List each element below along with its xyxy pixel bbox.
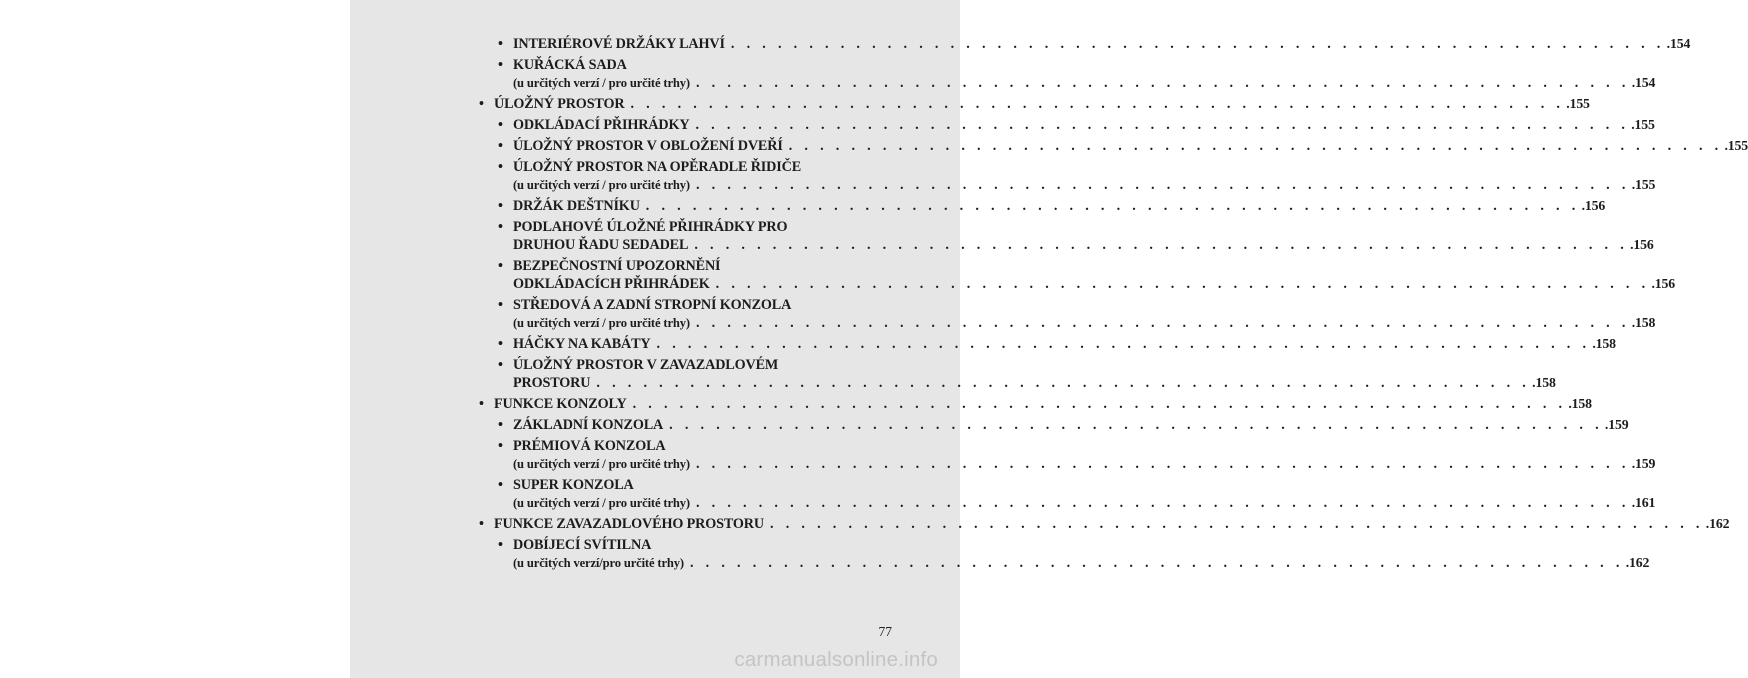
toc-entry[interactable] <box>479 515 1730 533</box>
toc-entry[interactable] <box>498 356 1556 392</box>
toc-entry[interactable] <box>498 416 1629 434</box>
toc-entry[interactable] <box>498 476 1656 512</box>
toc-entry[interactable] <box>498 218 1654 254</box>
bullet-icon: • <box>498 57 503 73</box>
dot-leader: . . . . . . . . . . . . . . . . . . . . . . . . . . . . . . . . . . . . . . . . . . . . . . . . . . . . . . . . . . . . <box>656 336 1591 352</box>
bullet-icon: • <box>498 138 503 154</box>
dot-leader: . . . . . . . . . . . . . . . . . . . . . . . . . . . . . . . . . . . . . . . . . . . . . . . . . . . . . . . . . . . . <box>596 375 1531 391</box>
dot-leader: . . . . . . . . . . . . . . . . . . . . . . . . . . . . . . . . . . . . . . . . . . . . . . . . . . . . . . . . . . . . <box>730 36 1665 52</box>
toc-entry[interactable] <box>479 95 1590 113</box>
toc-entry-title: DRUHOU ŘADU SEDADEL <box>513 237 689 253</box>
toc-entry-note: (u určitých verzí / pro určité trhy) <box>513 496 690 510</box>
toc-entry[interactable] <box>498 296 1656 332</box>
toc-page-number: .158 <box>1568 396 1592 411</box>
dot-leader: . . . . . . . . . . . . . . . . . . . . . . . . . . . . . . . . . . . . . . . . . . . . . . . . . . . . . . . . . . . . <box>694 237 1629 253</box>
bullet-icon: • <box>498 357 503 373</box>
toc-entry-line <box>513 158 898 176</box>
dot-leader: . . . . . . . . . . . . . . . . . . . . . . . . . . . . . . . . . . . . . . . . . . . . . . . . . . . . . . . . . . . . <box>788 138 1723 154</box>
toc-entry[interactable] <box>498 197 1606 215</box>
toc-entry-title: ODKLÁDACÍCH PŘIHRÁDEK <box>513 276 710 292</box>
toc-entry-title: ZÁKLADNÍ KONZOLA <box>513 417 664 433</box>
toc-entry-line <box>513 197 1606 215</box>
bullet-icon: • <box>498 198 503 214</box>
table-of-contents <box>479 35 1748 575</box>
toc-page-number: .156 <box>1630 237 1654 252</box>
toc-entry[interactable] <box>498 35 1691 53</box>
toc-entry-title: STŘEDOVÁ A ZADNÍ STROPNÍ KONZOLA <box>513 297 792 313</box>
bullet-icon: • <box>498 537 503 553</box>
toc-entry-line <box>494 515 1730 533</box>
left-margin <box>0 0 350 678</box>
toc-entry-title: DRŽÁK DEŠTNÍKU <box>513 198 640 214</box>
toc-page-number: .154 <box>1666 36 1691 51</box>
toc-entry-note: (u určitých verzí / pro určité trhy) <box>513 178 690 192</box>
dot-leader: . . . . . . . . . . . . . . . . . . . . . . . . . . . . . . . . . . . . . . . . . . . . . . . . . . . . . . . . . . . . <box>695 177 1630 193</box>
toc-page-number: .158 <box>1631 315 1656 330</box>
toc-entry-title: FUNKCE ZAVAZADLOVÉHO PROSTORU <box>494 516 764 532</box>
dot-leader: . . . . . . . . . . . . . . . . . . . . . . . . . . . . . . . . . . . . . . . . . . . . . . . . . . . . . . . . . . . . <box>632 396 1567 412</box>
toc-page-number: .159 <box>1604 417 1629 432</box>
toc-entry-line <box>513 218 898 236</box>
dot-leader: . . . . . . . . . . . . . . . . . . . . . . . . . . . . . . . . . . . . . . . . . . . . . . . . . . . . . . . . . . . . <box>695 495 1630 511</box>
toc-entry-title: PODLAHOVÉ ÚLOŽNÉ PŘIHRÁDKY PRO <box>513 219 788 235</box>
toc-page-number: .156 <box>1651 276 1675 291</box>
dot-leader: . . . . . . . . . . . . . . . . . . . . . . . . . . . . . . . . . . . . . . . . . . . . . . . . . . . . . . . . . . . . <box>669 417 1603 433</box>
toc-entry[interactable] <box>498 158 1656 194</box>
toc-entry-line <box>513 536 898 554</box>
toc-page-number: .155 <box>1631 117 1655 132</box>
toc-entry-line <box>513 296 898 314</box>
toc-entry[interactable] <box>479 395 1592 413</box>
toc-entry-title: ODKLÁDACÍ PŘIHRÁDKY <box>513 117 690 133</box>
toc-entry-note: (u určitých verzí / pro určité trhy) <box>513 316 690 330</box>
toc-entry-title: BEZPEČNOSTNÍ UPOZORNĚNÍ <box>513 258 721 274</box>
toc-page-number: .154 <box>1631 75 1656 90</box>
toc-entry-line <box>513 314 1656 332</box>
toc-page-number: .162 <box>1705 516 1730 531</box>
toc-entry-title: ÚLOŽNÝ PROSTOR <box>494 96 625 112</box>
bullet-icon: • <box>498 417 503 433</box>
toc-entry[interactable] <box>498 137 1748 155</box>
toc-entry-title: PROSTORU <box>513 375 591 391</box>
toc-entry-note: (u určitých verzí / pro určité trhy) <box>513 76 690 90</box>
toc-entry-line <box>494 95 1590 113</box>
page-number: 77 <box>878 624 892 639</box>
toc-entry-line <box>513 35 1691 53</box>
dot-leader: . . . . . . . . . . . . . . . . . . . . . . . . . . . . . . . . . . . . . . . . . . . . . . . . . . . . . . . . . . . . <box>645 198 1580 214</box>
toc-entry-title: SUPER KONZOLA <box>513 477 634 493</box>
toc-entry-note: (u určitých verzí / pro určité trhy) <box>513 457 690 471</box>
toc-page-number: .158 <box>1592 336 1616 351</box>
toc-entry[interactable] <box>498 116 1655 134</box>
toc-entry-title: PRÉMIOVÁ KONZOLA <box>513 438 666 454</box>
dot-leader: . . . . . . . . . . . . . . . . . . . . . . . . . . . . . . . . . . . . . . . . . . . . . . . . . . . . . . . . . . . . <box>630 96 1565 112</box>
toc-entry[interactable] <box>498 437 1656 473</box>
bullet-icon: • <box>498 297 503 313</box>
toc-entry-line <box>513 275 1675 293</box>
toc-entry-line <box>513 554 1650 572</box>
bullet-icon: • <box>498 477 503 493</box>
toc-entry-title: FUNKCE KONZOLY <box>494 396 627 412</box>
dot-leader: . . . . . . . . . . . . . . . . . . . . . . . . . . . . . . . . . . . . . . . . . . . . . . . . . . . . . . . . . . . . <box>715 276 1650 292</box>
toc-entry-line <box>513 374 1556 392</box>
bullet-icon: • <box>498 438 503 454</box>
toc-entry-title: HÁČKY NA KABÁTY <box>513 336 651 352</box>
toc-entry-line <box>513 455 1656 473</box>
toc-entry-line <box>513 356 898 374</box>
toc-entry-line <box>513 56 898 74</box>
toc-page-number: .161 <box>1631 495 1656 510</box>
toc-entry-line <box>513 437 898 455</box>
bullet-icon: • <box>479 516 484 532</box>
bullet-icon: • <box>498 219 503 235</box>
toc-page-number: .155 <box>1566 96 1590 111</box>
toc-entry-title: KUŘÁCKÁ SADA <box>513 57 627 73</box>
toc-entry-line <box>513 416 1629 434</box>
bullet-icon: • <box>498 159 503 175</box>
toc-entry-title: ÚLOŽNÝ PROSTOR NA OPĚRADLE ŘIDIČE <box>513 159 802 175</box>
bullet-icon: • <box>498 258 503 274</box>
toc-entry-line <box>513 116 1655 134</box>
dot-leader: . . . . . . . . . . . . . . . . . . . . . . . . . . . . . . . . . . . . . . . . . . . . . . . . . . . . . . . . . . . . <box>770 516 1704 532</box>
manual-page <box>350 0 1748 678</box>
toc-entry-line <box>513 494 1656 512</box>
bullet-icon: • <box>498 36 503 52</box>
bullet-icon: • <box>479 96 484 112</box>
toc-entry[interactable] <box>498 536 1650 572</box>
toc-entry-line <box>513 257 898 275</box>
toc-entry[interactable] <box>498 56 1656 92</box>
bullet-icon: • <box>498 117 503 133</box>
toc-entry-title: INTERIÉROVÉ DRŽÁKY LAHVÍ <box>513 36 725 52</box>
toc-page-number: .155 <box>1724 138 1748 153</box>
toc-entry-line <box>513 176 1656 194</box>
toc-entry-line <box>513 137 1748 155</box>
toc-entry-line <box>513 236 1654 254</box>
toc-page-number: .158 <box>1532 375 1556 390</box>
watermark[interactable]: carmanualsonline.info <box>734 648 938 671</box>
toc-entry-title: ÚLOŽNÝ PROSTOR V OBLOŽENÍ DVEŘÍ <box>513 138 783 154</box>
toc-entry-line <box>513 74 1656 92</box>
toc-entry-line <box>494 395 1592 413</box>
toc-entry-title: DOBÍJECÍ SVÍTILNA <box>513 537 652 553</box>
bullet-icon: • <box>498 336 503 352</box>
toc-page-number: .162 <box>1625 555 1650 570</box>
dot-leader: . . . . . . . . . . . . . . . . . . . . . . . . . . . . . . . . . . . . . . . . . . . . . . . . . . . . . . . . . . . . <box>695 456 1630 472</box>
dot-leader: . . . . . . . . . . . . . . . . . . . . . . . . . . . . . . . . . . . . . . . . . . . . . . . . . . . . . . . . . . . . <box>695 75 1630 91</box>
toc-entry-line <box>513 476 898 494</box>
dot-leader: . . . . . . . . . . . . . . . . . . . . . . . . . . . . . . . . . . . . . . . . . . . . . . . . . . . . . . . . . . . . <box>695 315 1630 331</box>
toc-entry[interactable] <box>498 335 1616 353</box>
toc-page-number: .155 <box>1631 177 1656 192</box>
toc-entry-line <box>513 335 1616 353</box>
toc-page-number: .159 <box>1631 456 1656 471</box>
dot-leader: . . . . . . . . . . . . . . . . . . . . . . . . . . . . . . . . . . . . . . . . . . . . . . . . . . . . . . . . . . . . <box>695 117 1630 133</box>
dot-leader: . . . . . . . . . . . . . . . . . . . . . . . . . . . . . . . . . . . . . . . . . . . . . . . . . . . . . . . . . . . . <box>689 555 1624 571</box>
toc-entry[interactable] <box>498 257 1675 293</box>
toc-page-number: .156 <box>1581 198 1606 213</box>
bullet-icon: • <box>479 396 484 412</box>
toc-entry-note: (u určitých verzí/pro určité trhy) <box>513 556 684 570</box>
toc-entry-title: ÚLOŽNÝ PROSTOR V ZAVAZADLOVÉM <box>513 357 779 373</box>
